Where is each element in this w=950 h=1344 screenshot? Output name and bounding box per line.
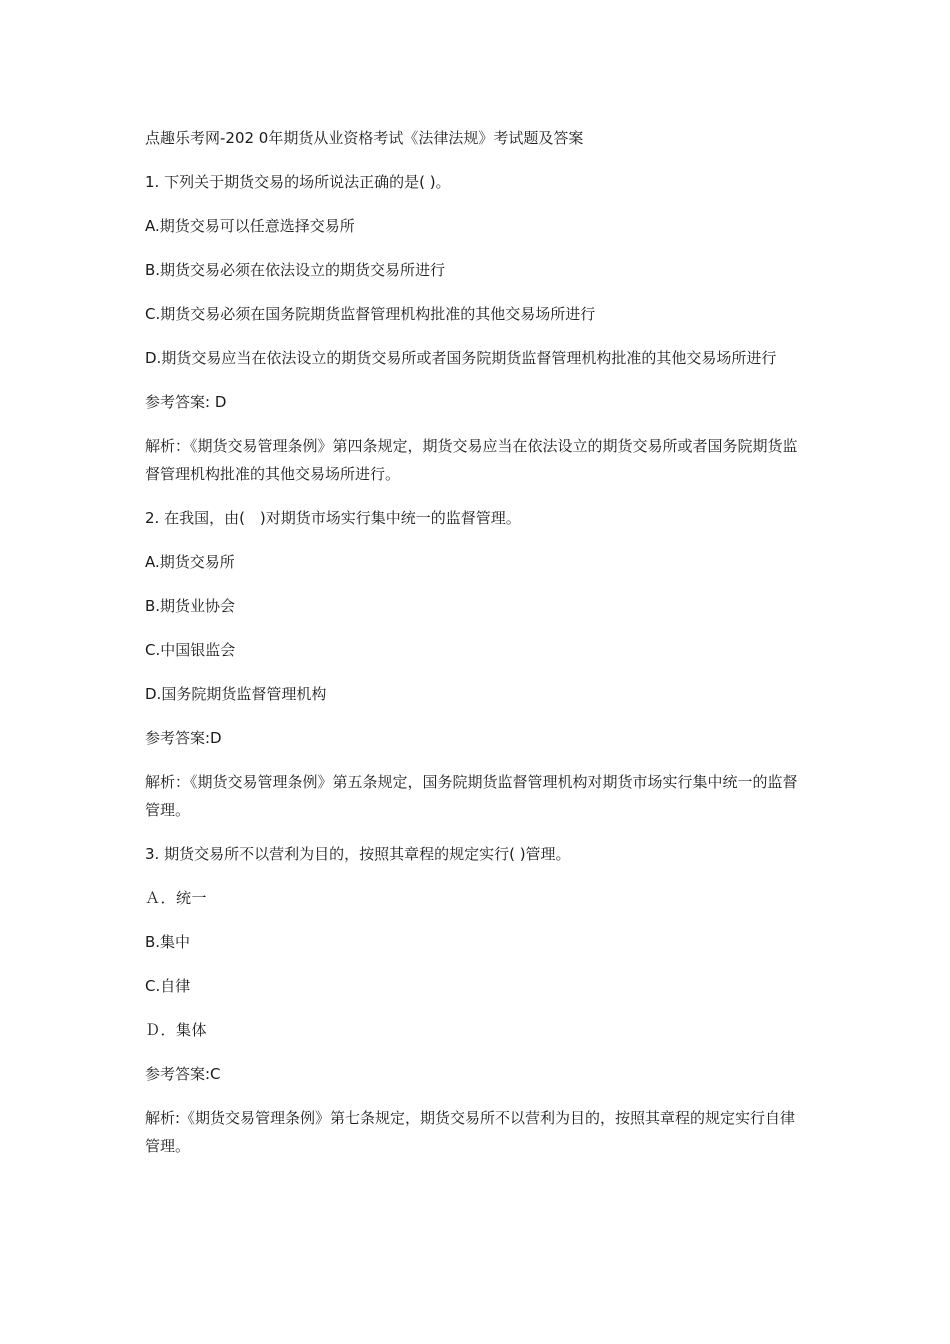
option-b: B.集中 — [145, 933, 191, 951]
option-c: C.期货交易必须在国务院期货监督管理机构批准的其他交易场所进行 — [145, 305, 596, 323]
analysis: 解析:《期货交易管理条例》第七条规定，期货交易所不以营利为目的，按照其章程的规定实行自律管理。 — [145, 1109, 796, 1155]
analysis: 解析：《期货交易管理条例》第五条规定，国务院期货监督管理机构对期货市场实行集中统一的监督管理。 — [145, 773, 798, 819]
option-c: C.自律 — [145, 977, 191, 995]
question-2 — [145, 504, 810, 824]
option-b: B.期货交易必须在依法设立的期货交易所进行 — [145, 261, 446, 279]
answer: 参考答案:C — [145, 1065, 221, 1083]
option-d: D.期货交易应当在依法设立的期货交易所或者国务院期货监督管理机构批准的其他交易场所进行 — [145, 349, 777, 367]
question-3 — [145, 840, 810, 1160]
option-a: A.期货交易所 — [145, 553, 235, 571]
document-title: 点趣乐考网-202 0年期货从业资格考试《法律法规》考试题及答案 — [145, 129, 584, 147]
question-stem: 2. 在我国，由( )对期货市场实行集中统一的监督管理。 — [145, 509, 521, 527]
answer: 参考答案: D — [145, 393, 227, 411]
question-1 — [145, 168, 810, 488]
question-stem: 1. 下列关于期货交易的场所说法正确的是( )。 — [145, 173, 451, 191]
option-b: B.期货业协会 — [145, 597, 236, 615]
analysis: 解析：《期货交易管理条例》第四条规定，期货交易应当在依法设立的期货交易所或者国务院期货监督管理机构批准的其他交易场所进行。 — [145, 437, 798, 483]
question-stem: 3. 期货交易所不以营利为目的，按照其章程的规定实行( )管理。 — [145, 845, 571, 863]
option-a: Ａ．统一 — [145, 889, 208, 907]
option-d: D.国务院期货监督管理机构 — [145, 685, 327, 703]
option-d: Ｄ．集体 — [145, 1021, 208, 1039]
answer: 参考答案:D — [145, 729, 222, 747]
document-page — [145, 124, 810, 1176]
option-c: C.中国银监会 — [145, 641, 236, 659]
option-a: A.期货交易可以任意选择交易所 — [145, 217, 355, 235]
